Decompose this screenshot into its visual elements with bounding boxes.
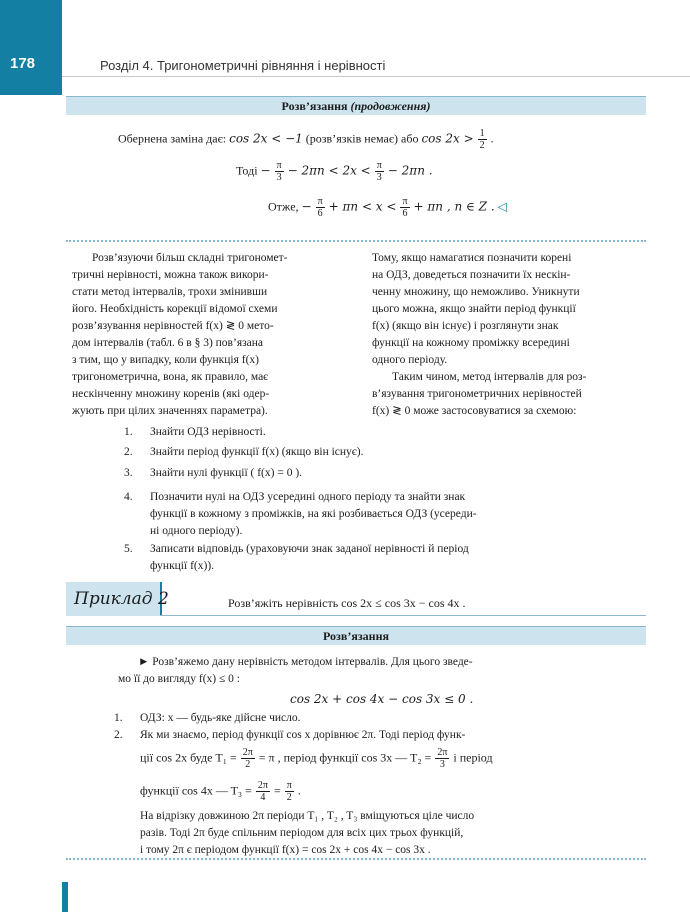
period-text-c: і період (453, 750, 493, 765)
section-divider-2 (66, 858, 646, 860)
step-item (124, 424, 604, 441)
line1-text-a: Обернена заміна дає: (118, 131, 227, 146)
text-column-left (72, 250, 367, 420)
period-text-a: функції cos 4x — T₃ = (140, 783, 252, 798)
frac-den: 2 (245, 759, 251, 770)
page-tab (0, 0, 62, 95)
left-line: з тим, що у випадку, коли функція f(x) (72, 354, 259, 366)
period-text-a: ції cos 2x буде T₁ = (140, 750, 237, 765)
frac-den: 3 (276, 172, 282, 183)
step-item (124, 541, 604, 575)
solution-item-number: 2. (114, 729, 123, 741)
step-item (124, 465, 604, 482)
right-line: одного періоду. (372, 354, 448, 366)
step-number: 2. (124, 446, 133, 458)
solution-item-1 (114, 710, 594, 727)
line2-math-c: − 2πn < 2x < (287, 163, 371, 178)
paragraph-line: разів. Тоді 2π буде спільним періодом для всіх цих трьох функцій, (140, 827, 464, 839)
period-text-c: . (297, 783, 301, 798)
frac-num: π (376, 160, 382, 171)
line3-math-d: + πn , n ∈ Z . (413, 199, 495, 214)
example-task: Розв’яжіть нерівність cos 2x ≤ cos 3x − cos 4x . (228, 596, 466, 610)
frac-num: 2π (242, 747, 253, 758)
frac-num: π (276, 160, 282, 171)
right-line: f(x) (якщо він існує) і розглянути знак (372, 320, 559, 332)
text-column-right (372, 250, 648, 420)
example-underline (160, 615, 646, 616)
solution-line-3 (268, 196, 507, 219)
frac-num: 2π (437, 747, 448, 758)
step-text: Знайти період функції f(x) (якщо він існує). (150, 446, 364, 458)
solution-label: Розв’язання (323, 629, 389, 643)
right-line: ченну множину, що неможливо. Уникнути (372, 286, 580, 298)
solution-intro-line: мо її до вигляду f(x) ≤ 0 : (118, 673, 240, 685)
solution-cont-suffix: (продовження) (350, 99, 431, 113)
left-line: його. Необхідність корекції відомої схеми (72, 303, 278, 315)
line3-fraction-2 (400, 196, 409, 219)
period-line-2 (140, 780, 301, 803)
section-divider-1 (66, 240, 646, 242)
left-line: Розв’язуючи більш складні тригономет- (92, 252, 288, 264)
step-number: 3. (124, 467, 133, 479)
paragraph-line: На відрізку довжиною 2π періоди T₁ , T₂ , T₃ вміщуються ціле число (140, 810, 475, 822)
step-text: ні одного періоду). (150, 525, 243, 537)
right-line: f(x) ≷ 0 може застосовуватися за схемою: (372, 405, 577, 417)
line1-math-d: cos 2x > (421, 131, 474, 146)
frac-den: 6 (402, 208, 408, 219)
frac-num: π (402, 196, 408, 207)
line2-fraction-1 (275, 160, 284, 183)
line3-minus: − (301, 199, 312, 214)
line2-minus: − (260, 163, 271, 178)
end-mark-icon: ◁ (497, 199, 507, 214)
period-fraction-2 (435, 747, 449, 770)
solution-item-text: ОДЗ: x — будь-яке дійсне число. (140, 712, 301, 724)
frac-den: 2 (479, 140, 485, 151)
solution-formula: cos 2x + cos 4x − cos 3x ≤ 0 . (290, 692, 474, 706)
line2-text-a: Тоді (236, 163, 258, 178)
period-text-b: = (273, 783, 281, 798)
step-text: функції f(x)). (150, 560, 215, 572)
paragraph-line: і тому 2π є періодом функції f(x) = cos 2x + cos 4x − cos 3x . (140, 844, 431, 856)
left-line: тричні нерівності, можна також викори- (72, 269, 269, 281)
right-line: цього можна, якщо знайти період функції (372, 303, 576, 315)
step-item (124, 489, 604, 540)
frac-num: 2π (257, 780, 268, 791)
line1-math-b: cos 2x < −1 (229, 131, 303, 146)
step-text: Знайти ОДЗ нерівності. (150, 426, 266, 438)
line1-text-c: (розв’язків немає) або (305, 131, 419, 146)
frac-num: π (286, 780, 292, 791)
page-number: 178 (10, 55, 36, 72)
frac-num: π (317, 196, 323, 207)
line3-fraction-1 (316, 196, 325, 219)
period-line-1 (140, 747, 493, 770)
solution-line-1: Обернена заміна дає: cos 2x < −1 (розв’язків немає) або cos 2x > $\frac{1}{2}$ . (118, 128, 494, 151)
example-label: Приклад 2 (74, 589, 169, 609)
solution-item-2 (114, 727, 594, 744)
solution-item-2-paragraph (140, 808, 580, 859)
solution-cont-header (66, 96, 646, 115)
step-number: 5. (124, 543, 133, 555)
page-side-bar (62, 882, 68, 912)
right-line: Тому, якщо намагатися позначити корені (372, 252, 572, 264)
frac-den: 3 (439, 759, 445, 770)
line3-text-a: Отже, (268, 199, 299, 214)
right-line: на ОДЗ, доведеться позначити їх нескін- (372, 269, 571, 281)
period-fraction-3 (256, 780, 270, 803)
left-line: дом інтервалів (табл. 6 в § 3) пов’язана (72, 337, 264, 349)
left-line: стати метод інтервалів, трохи змінивши (72, 286, 268, 298)
frac-den: 4 (260, 792, 266, 803)
left-line: нескінченну множину коренів (які одер- (72, 388, 270, 400)
frac-num: 1 (479, 128, 485, 139)
frac-den: 6 (317, 208, 323, 219)
frac-den: 3 (376, 172, 382, 183)
period-fraction-1 (241, 747, 255, 770)
line2-fraction-2 (375, 160, 384, 183)
right-line: в’язування тригонометричних нерівностей (372, 388, 582, 400)
chapter-title: Розділ 4. Тригонометричні рівняння і нерівності (100, 58, 386, 73)
step-text: функції в кожному з проміжків, на які розбивається ОДЗ (усереди- (150, 508, 477, 520)
step-text: Записати відповідь (ураховуючи знак заданої нерівності й період (150, 543, 469, 555)
period-text-b: = π , період функції cos 3x — T₂ = (258, 750, 432, 765)
left-line: жують при цілих значеннях параметра). (72, 405, 268, 417)
left-line: розв’язування нерівностей f(x) ≷ 0 мето- (72, 320, 274, 332)
period-fraction-4 (285, 780, 294, 803)
line3-math-c: + πn < x < (328, 199, 397, 214)
solution-line-2 (236, 160, 433, 183)
right-line: Таким чином, метод інтервалів для роз- (392, 371, 587, 383)
solution-item-text: Як ми знаємо, період функції cos x дорівнює 2π. Тоді період функ- (140, 729, 466, 741)
step-number: 4. (124, 491, 133, 503)
solution-body (118, 654, 588, 688)
solution-item-number: 1. (114, 712, 123, 724)
right-line: функції на кожному проміжку всередині (372, 337, 570, 349)
line1-fraction (478, 128, 487, 151)
solution-intro-line: ► Розв’яжемо дану нерівність методом інтервалів. Для цього зведе- (138, 656, 473, 668)
header-divider (62, 76, 690, 77)
solution-cont-label: Розв’язання (281, 99, 348, 113)
line2-math-d: − 2πn . (387, 163, 433, 178)
step-text: Позначити нулі на ОДЗ усередині одного періоду та знайти знак (150, 491, 466, 503)
left-line: тригонометрична, вона, як правило, має (72, 371, 269, 383)
frac-den: 2 (286, 792, 292, 803)
step-item (124, 444, 604, 461)
solution-header (66, 626, 646, 645)
step-text: Знайти нулі функції ( f(x) = 0 ). (150, 467, 303, 479)
step-number: 1. (124, 426, 133, 438)
